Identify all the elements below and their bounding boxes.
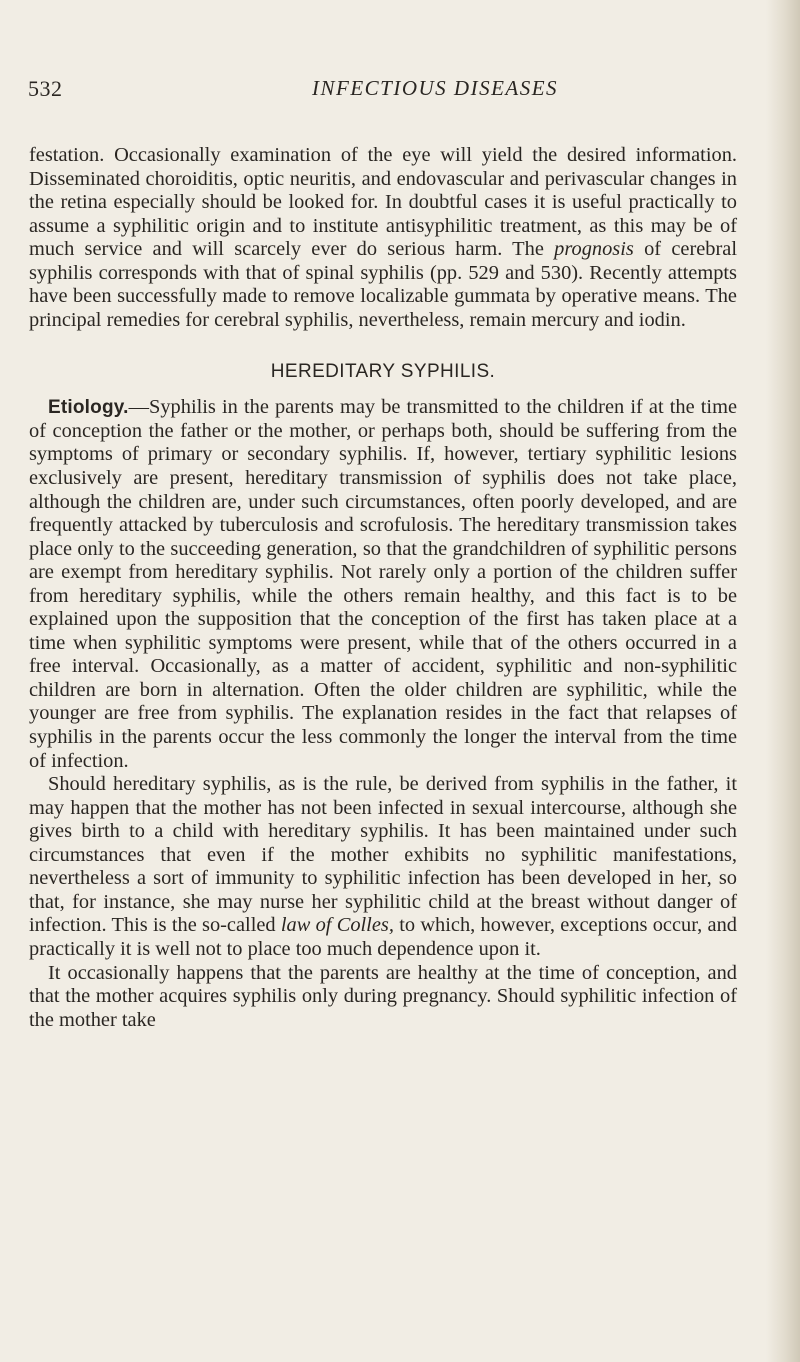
paragraph-etiology: [29, 396, 737, 773]
section-heading: HEREDITARY SYPHILIS.: [270, 361, 496, 383]
paragraph-text: —Syphilis in the parents may be transmitted to the children if at the time of conception the father or the mother, or perhaps both, should be suffering from the symptoms of primary or secondary syphilis. If, however, tertiary syphilitic lesions exclusively are present, hereditary transmission of syphilis does not take place, although the children are, under such circumstances, often poorly developed, and are frequently attacked by tuberculosis and scrofulosis. The hereditary transmission takes place only to the succeeding generation, so that the grandchildren of syphilitic persons are exempt from hereditary syphilis. Not rarely only a portion of the children suffer from hereditary syphilis, while the others remain healthy, and this fact is to be explained upon the supposition that the conception of the first has taken place at a time when syphilitic symptoms were present, while that of the others occurred in a free interval. Occasionally, as a matter of accident, syphilitic and non-syphilitic children are born in alternation. Often the older children are syphilitic, while the younger are free from syphilis. The explanation resides in the fact that relapses of syphilis in the parents occur the less commonly the longer the interval from the time of infection.: [29, 396, 737, 772]
page-header: [28, 76, 728, 116]
paragraph-text: Should hereditary syphilis, as is the rule, be derived from syphilis in the father, it may happen that the mother has not been infected in sexual intercourse, although she gives birth to a child with hereditary syphilis. It has been maintained under such circumstances that even if the mother exhibits no syphilitic manifestations, nevertheless a sort of immunity to syphilitic infection has been developed in her, so that, for instance, she may nurse her syphilitic child at the breast without danger of infection. This is the so-called: [29, 773, 737, 937]
running-title: INFECTIOUS DISEASES: [312, 76, 559, 100]
paragraph-text: of cerebral syphilis corresponds with that of spinal syphilis (pp. 529 and 530). Recently attempts have been successfully made to remove localizable gummata by operative means. The principal remedies for cerebral syphilis, nevertheless, remain mercury and iodin.: [29, 238, 737, 331]
paragraph-pregnancy: [29, 962, 737, 1033]
paragraph-text: festation. Occasionally examination of the eye will yield the desired information. Disseminated choroiditis, optic neuritis, and endovascular and perivascular changes in the retina especially should be looked for. In doubtful cases it is useful practically to assume a syphilitic origin and to institute antisyphilitic treatment, as this may be of much service and will scarcely ever do serious harm. The: [29, 144, 737, 261]
paragraph-law-of-colles: [29, 773, 737, 961]
paragraph-cerebral-syphilis: [29, 144, 737, 332]
page-number: 532: [28, 76, 63, 101]
page-edge-shadow: [766, 0, 800, 1362]
paragraph-text: to which, however, exceptions occur, and practically it is well not to place too much dependence upon it.: [29, 914, 737, 960]
italic-term: prognosis: [554, 238, 634, 261]
italic-term: law of Colles,: [280, 914, 394, 937]
paragraph-text: It occasionally happens that the parents are healthy at the time of conception, and that the mother acquires syphilis only during pregnancy. Should syphilitic infection of the mother take: [29, 961, 737, 1031]
run-in-heading: Etiology.: [48, 397, 129, 419]
body-text: [29, 144, 737, 1032]
